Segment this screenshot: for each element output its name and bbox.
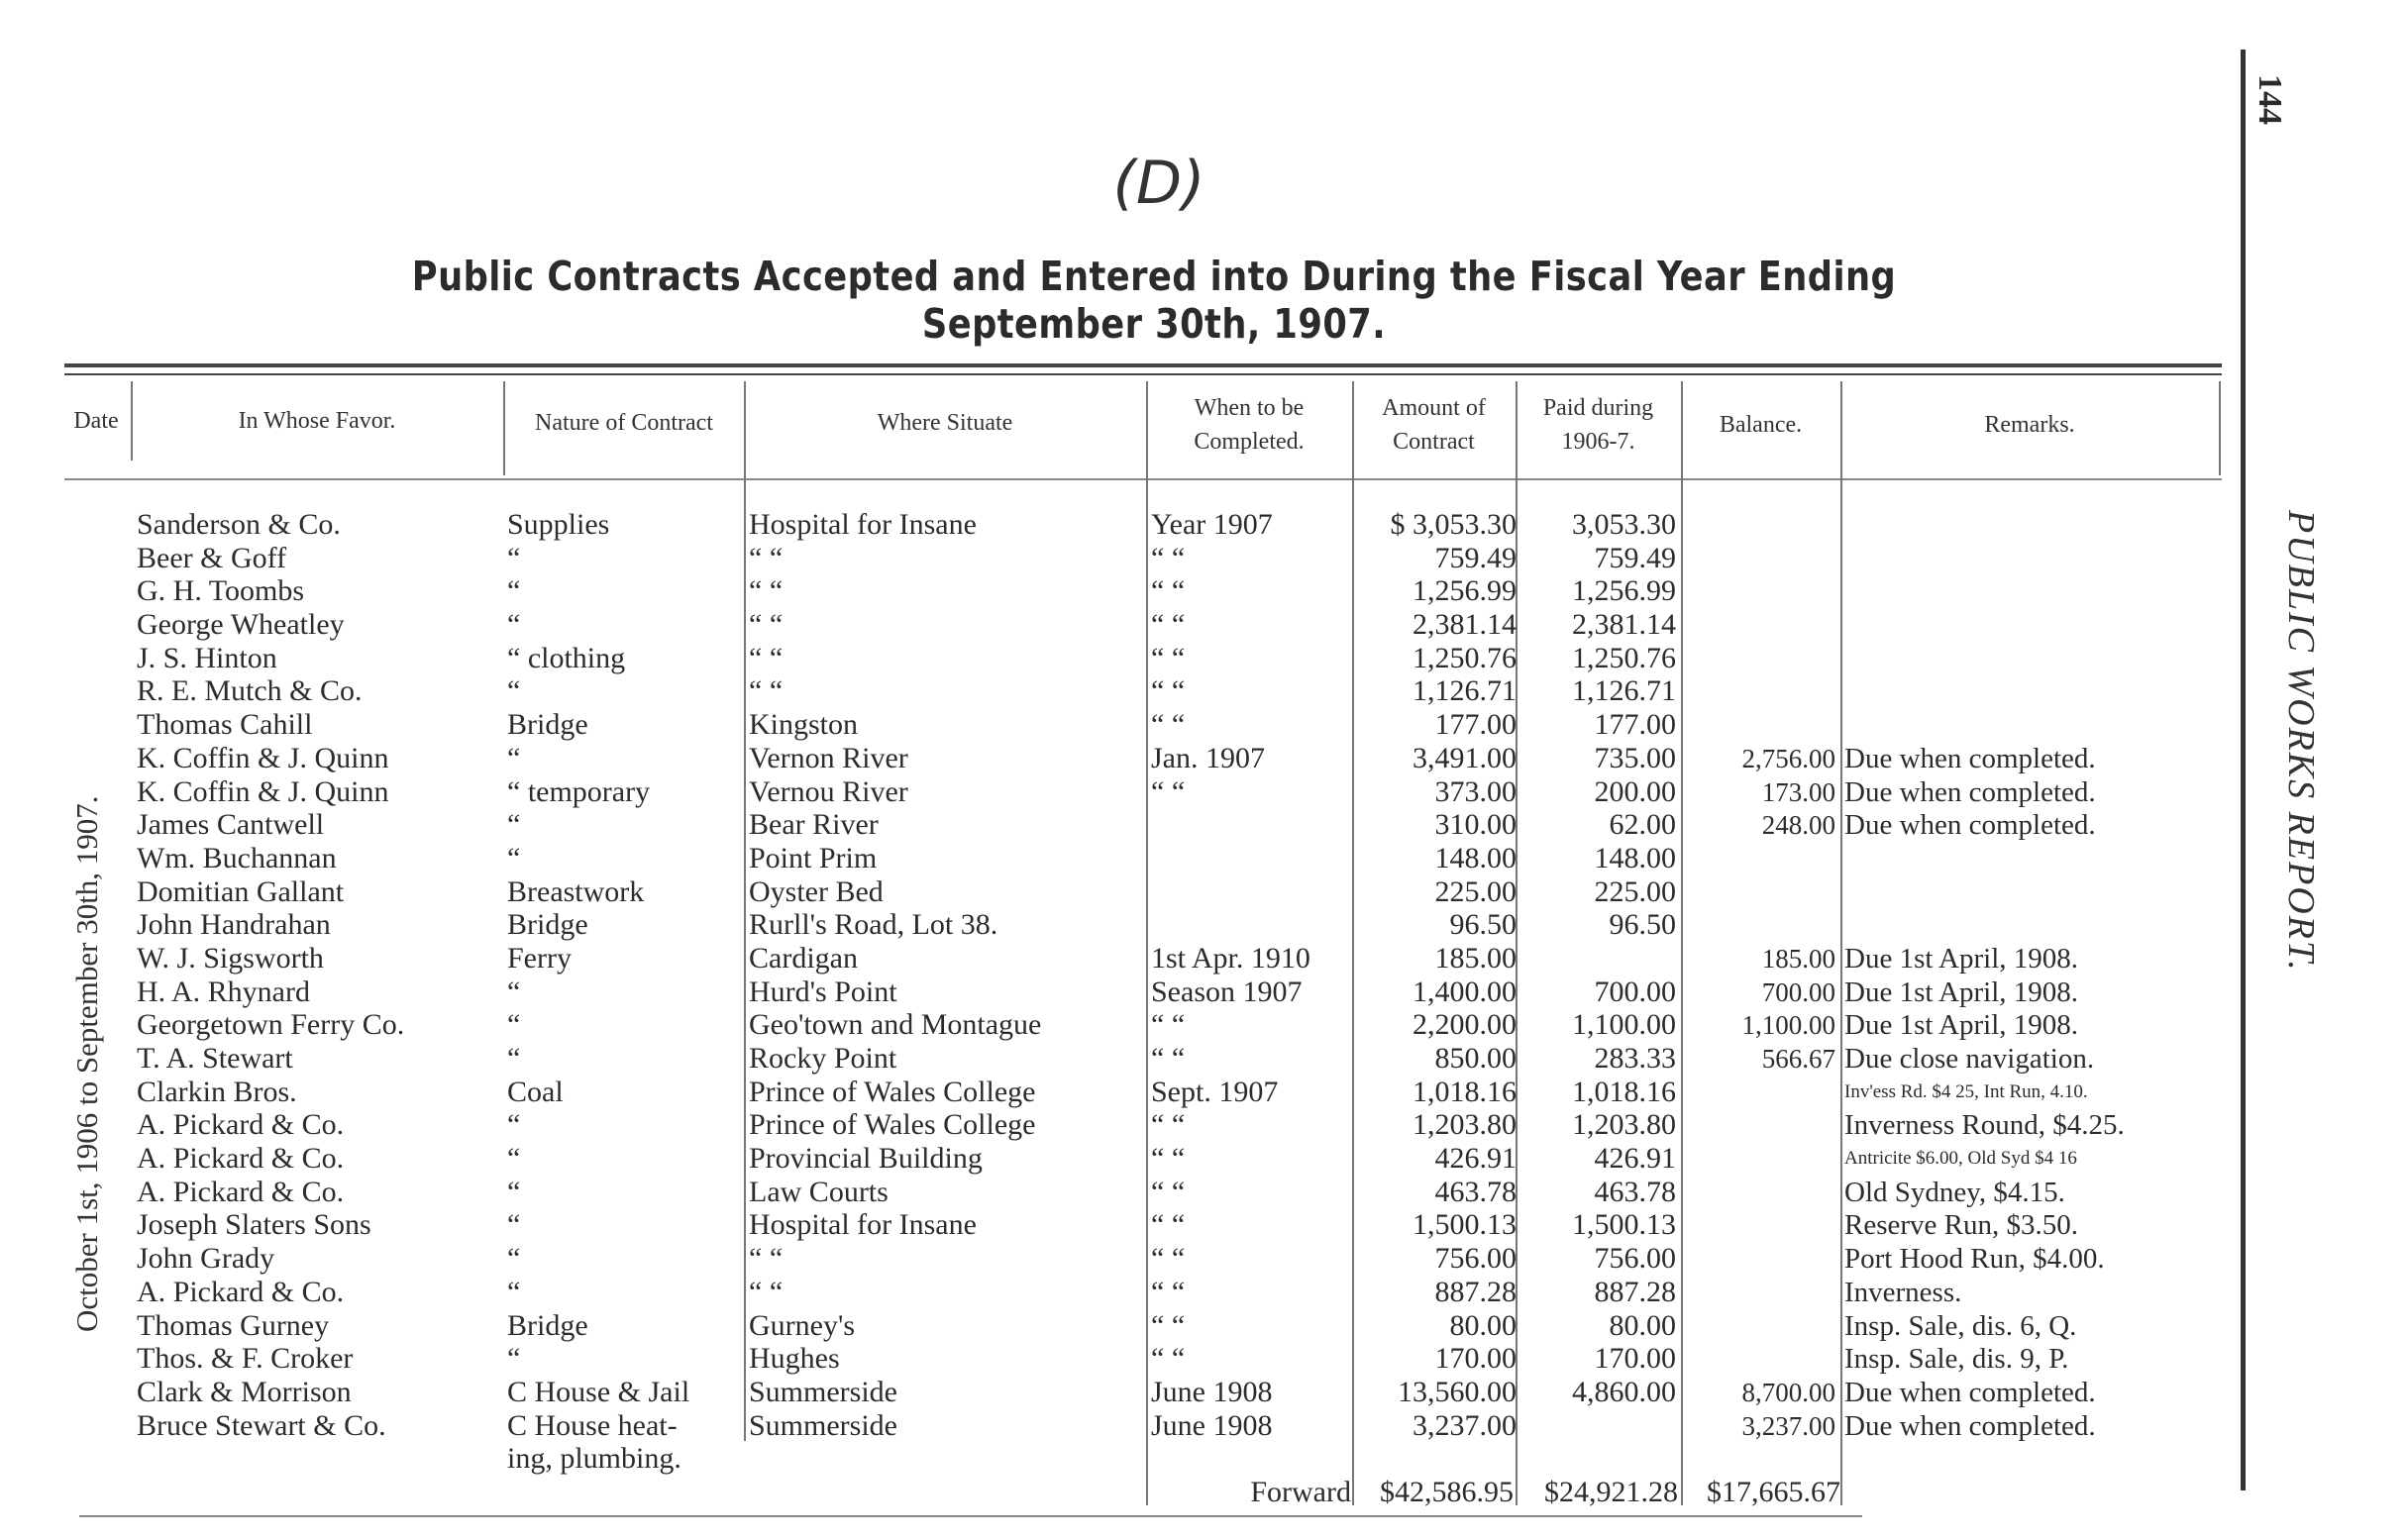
amount-paid: 887.28 <box>1594 1275 1676 1308</box>
contractor-name: A. Pickard & Co. <box>137 1275 345 1308</box>
nature-of-contract: Supplies <box>507 508 610 541</box>
table-row <box>0 642 2239 675</box>
balance-amount: 2,756.00 <box>1741 743 1835 773</box>
nature-of-contract: “ <box>507 975 521 1008</box>
balance-amount: 185.00 <box>1761 943 1835 974</box>
remarks: Old Sydney, $4.15. <box>1844 1176 2065 1208</box>
table-row <box>0 1076 2239 1109</box>
nature-of-contract: “ clothing <box>507 641 626 674</box>
amount-paid: 759.49 <box>1594 541 1676 574</box>
page-edge-rule <box>2241 50 2246 1490</box>
nature-of-contract: ing, plumbing. <box>507 1442 681 1476</box>
table-row <box>0 508 2239 542</box>
completion-date: 1st Apr. 1910 <box>1151 941 1310 975</box>
section-letter: (D) <box>1112 149 1205 218</box>
contract-amount: 1,018.16 <box>1413 1075 1517 1108</box>
amount-paid: 756.00 <box>1594 1242 1676 1276</box>
amount-paid: 463.78 <box>1594 1175 1676 1208</box>
remarks: Due when completed. <box>1844 1409 2096 1442</box>
completion-date: “ “ <box>1151 574 1186 608</box>
amount-paid: 148.00 <box>1594 841 1676 874</box>
table-row <box>0 608 2239 642</box>
where-situate: “ “ <box>749 641 784 674</box>
totals-balance: $17,665.67 <box>1707 1476 1840 1508</box>
nature-of-contract: Bridge <box>507 908 588 942</box>
balance-amount: 173.00 <box>1761 776 1835 807</box>
amount-paid: 1,256.99 <box>1572 574 1676 608</box>
table-row <box>0 775 2239 809</box>
table-row <box>0 1008 2239 1042</box>
contract-amount: 1,256.99 <box>1413 574 1517 608</box>
amount-paid: 426.91 <box>1594 1142 1676 1176</box>
header-balance: Balance. <box>1719 412 1803 438</box>
table-row <box>0 1208 2239 1242</box>
contractor-name: Wm. Buchannan <box>137 841 337 874</box>
where-situate: “ “ <box>749 1275 784 1308</box>
table-row <box>0 708 2239 742</box>
nature-of-contract: “ <box>507 1242 521 1276</box>
header-when-completed: When to be Completed. <box>1194 395 1305 455</box>
where-situate: Gurney's <box>749 1308 856 1342</box>
completion-date: “ “ <box>1151 1308 1186 1342</box>
table-row <box>0 1176 2239 1209</box>
table-row <box>0 842 2239 875</box>
nature-of-contract: “ <box>507 841 521 874</box>
table-row <box>0 1409 2239 1443</box>
contract-amount: 148.00 <box>1434 841 1517 874</box>
contractor-name: Bruce Stewart & Co. <box>137 1408 386 1442</box>
where-situate: Rurll's Road, Lot 38. <box>749 908 998 942</box>
completion-date: “ “ <box>1151 1275 1186 1308</box>
amount-paid: 80.00 <box>1609 1308 1676 1342</box>
balance-amount: 8,700.00 <box>1741 1377 1835 1407</box>
remarks: Insp. Sale, dis. 9, P. <box>1844 1343 2069 1376</box>
table-row <box>0 875 2239 909</box>
nature-of-contract: “ <box>507 574 521 608</box>
remarks: Due when completed. <box>1844 775 2096 808</box>
nature-of-contract: Bridge <box>507 1308 588 1342</box>
where-situate: “ “ <box>749 1242 784 1276</box>
nature-of-contract: “ <box>507 1208 521 1242</box>
remarks: Port Hood Run, $4.00. <box>1844 1243 2105 1276</box>
nature-of-contract: “ <box>507 1342 521 1376</box>
contract-amount: 887.28 <box>1434 1275 1517 1308</box>
contract-amount: 185.00 <box>1434 941 1517 975</box>
header-in-whose-favor: In Whose Favor. <box>238 408 396 434</box>
contract-amount: 756.00 <box>1434 1242 1517 1276</box>
where-situate: Point Prim <box>749 841 878 874</box>
totals-paid: $24,921.28 <box>1544 1476 1678 1508</box>
where-situate: Rocky Point <box>749 1042 897 1075</box>
table-row <box>0 942 2239 975</box>
totals-amount: $42,586.95 <box>1380 1476 1514 1508</box>
completion-date: “ “ <box>1151 674 1186 708</box>
contract-amount: 463.78 <box>1434 1175 1517 1208</box>
contract-amount: 170.00 <box>1434 1342 1517 1376</box>
completion-date: “ “ <box>1151 1242 1186 1276</box>
contract-amount: 426.91 <box>1434 1142 1517 1176</box>
nature-of-contract: “ <box>507 608 521 642</box>
balance-amount: 248.00 <box>1761 810 1835 841</box>
contract-amount: 759.49 <box>1434 541 1517 574</box>
contract-amount: 1,400.00 <box>1413 975 1517 1008</box>
amount-paid: 96.50 <box>1609 908 1676 942</box>
remarks: Due 1st April, 1908. <box>1844 1009 2079 1042</box>
amount-paid: 3,053.30 <box>1572 508 1676 541</box>
completion-date: “ “ <box>1151 708 1186 742</box>
amount-paid: 200.00 <box>1594 774 1676 808</box>
contractor-name: W. J. Sigsworth <box>137 941 324 975</box>
contract-amount: 1,500.13 <box>1413 1208 1517 1242</box>
completion-date: June 1908 <box>1151 1375 1273 1408</box>
contractor-name: Clark & Morrison <box>137 1375 352 1408</box>
nature-of-contract: “ <box>507 1142 521 1176</box>
contractor-name: Thos. & F. Croker <box>137 1342 354 1376</box>
contractor-name: Domitian Gallant <box>137 874 345 908</box>
table-row <box>0 1142 2239 1176</box>
where-situate: Vernou River <box>749 774 908 808</box>
contractor-name: A. Pickard & Co. <box>137 1108 345 1142</box>
contract-amount: 3,491.00 <box>1413 741 1517 774</box>
remarks: Inverness Round, $4.25. <box>1844 1109 2125 1142</box>
contractor-name: John Grady <box>137 1242 275 1276</box>
header-remarks: Remarks. <box>1984 412 2075 438</box>
table-row <box>0 975 2239 1009</box>
running-head: PUBLIC WORKS REPORT. <box>2280 510 2322 973</box>
remarks: Due when completed. <box>1844 1376 2096 1408</box>
contract-amount: 96.50 <box>1449 908 1517 942</box>
contractor-name: H. A. Rhynard <box>137 975 310 1008</box>
contractor-name: Georgetown Ferry Co. <box>137 1008 405 1042</box>
nature-of-contract: “ <box>507 1175 521 1208</box>
contractor-name: R. E. Mutch & Co. <box>137 674 363 708</box>
where-situate: “ “ <box>749 608 784 642</box>
contractor-name: T. A. Stewart <box>137 1042 293 1075</box>
bottom-rule <box>79 1515 1862 1517</box>
nature-of-contract: “ <box>507 1275 521 1308</box>
contractor-name: James Cantwell <box>137 808 325 842</box>
contractor-name: A. Pickard & Co. <box>137 1142 345 1176</box>
where-situate: Summerside <box>749 1375 897 1408</box>
contractor-name: Thomas Cahill <box>137 708 313 742</box>
nature-of-contract: “ <box>507 1108 521 1142</box>
table-row <box>0 1042 2239 1076</box>
remarks: Antricite $6.00, Old Syd $4 16 <box>1844 1148 2077 1170</box>
page-title: Public Contracts Accepted and Entered into During the Fiscal Year Ending September 30th, 1907. <box>411 253 1897 348</box>
completion-date: Season 1907 <box>1151 975 1303 1008</box>
contract-amount: 850.00 <box>1434 1042 1517 1075</box>
contract-amount: 1,250.76 <box>1413 641 1517 674</box>
header-rule <box>64 478 2222 480</box>
contract-amount: 2,381.14 <box>1413 608 1517 642</box>
contract-amount: 1,203.80 <box>1413 1108 1517 1142</box>
remarks: Due when completed. <box>1844 742 2096 774</box>
completion-date: “ “ <box>1151 774 1186 808</box>
table-row <box>0 742 2239 775</box>
table-row <box>0 542 2239 575</box>
completion-date: “ “ <box>1151 1175 1186 1208</box>
table-row <box>0 1309 2239 1343</box>
nature-of-contract: Ferry <box>507 941 572 975</box>
balance-amount: 1,100.00 <box>1741 1010 1835 1041</box>
where-situate: Prince of Wales College <box>749 1108 1036 1142</box>
header-amount-of-contract: Amount of Contract <box>1382 395 1486 455</box>
col-sep <box>2219 381 2221 475</box>
completion-date: “ “ <box>1151 1108 1186 1142</box>
where-situate: Vernon River <box>749 741 908 774</box>
nature-of-contract: “ temporary <box>507 774 651 808</box>
amount-paid: 1,500.13 <box>1572 1208 1676 1242</box>
completion-date: “ “ <box>1151 541 1186 574</box>
contractor-name: Sanderson & Co. <box>137 508 341 541</box>
nature-of-contract: “ <box>507 1042 521 1075</box>
where-situate: “ “ <box>749 574 784 608</box>
nature-of-contract: Breastwork <box>507 874 645 908</box>
remarks: Due when completed. <box>1844 809 2096 842</box>
header-paid-during: Paid during 1906-7. <box>1542 395 1654 455</box>
contract-amount: 80.00 <box>1449 1308 1517 1342</box>
completion-date: “ “ <box>1151 608 1186 642</box>
completion-date: “ “ <box>1151 641 1186 674</box>
amount-paid: 1,203.80 <box>1572 1108 1676 1142</box>
contractor-name: Joseph Slaters Sons <box>137 1208 371 1242</box>
totals-label: Forward <box>1250 1476 1351 1508</box>
remarks: Reserve Run, $3.50. <box>1844 1209 2078 1242</box>
balance-amount: 566.67 <box>1761 1044 1835 1074</box>
contracts-table-body <box>0 508 2239 1476</box>
contract-amount: 177.00 <box>1434 708 1517 742</box>
amount-paid: 1,126.71 <box>1572 674 1676 708</box>
remarks: Inverness. <box>1844 1276 1962 1308</box>
table-row <box>0 1276 2239 1309</box>
completion-date: “ “ <box>1151 1042 1186 1075</box>
amount-paid: 1,018.16 <box>1572 1075 1676 1108</box>
where-situate: Geo'town and Montague <box>749 1008 1042 1042</box>
where-situate: Bear River <box>749 808 879 842</box>
contract-amount: $ 3,053.30 <box>1390 508 1517 541</box>
header-date: Date <box>73 408 119 434</box>
amount-paid: 1,250.76 <box>1572 641 1676 674</box>
contractor-name: Beer & Goff <box>137 541 287 574</box>
contract-amount: 225.00 <box>1434 874 1517 908</box>
completion-date: “ “ <box>1151 1342 1186 1376</box>
amount-paid: 62.00 <box>1609 808 1676 842</box>
table-row <box>0 1108 2239 1142</box>
completion-date: “ “ <box>1151 1208 1186 1242</box>
balance-amount: 3,237.00 <box>1741 1410 1835 1441</box>
table-row <box>0 674 2239 708</box>
where-situate: Provincial Building <box>749 1142 983 1176</box>
contractor-name: Thomas Gurney <box>137 1308 330 1342</box>
completion-date: Sept. 1907 <box>1151 1075 1279 1108</box>
nature-of-contract: “ <box>507 541 521 574</box>
contractor-name: K. Coffin & J. Quinn <box>137 774 389 808</box>
nature-of-contract: Bridge <box>507 708 588 742</box>
contractor-name: Clarkin Bros. <box>137 1075 297 1108</box>
table-row <box>0 908 2239 942</box>
where-situate: Cardigan <box>749 941 858 975</box>
table-row <box>0 1242 2239 1276</box>
where-situate: “ “ <box>749 541 784 574</box>
where-situate: Hospital for Insane <box>749 508 977 541</box>
where-situate: “ “ <box>749 674 784 708</box>
nature-of-contract: C House heat- <box>507 1408 678 1442</box>
amount-paid: 283.33 <box>1594 1042 1676 1075</box>
table-row <box>0 574 2239 608</box>
contract-amount: 13,560.00 <box>1398 1375 1517 1408</box>
table-row <box>0 1342 2239 1376</box>
where-situate: Law Courts <box>749 1175 889 1208</box>
contract-amount: 3,237.00 <box>1413 1408 1517 1442</box>
table-row <box>0 1376 2239 1409</box>
completion-date: Year 1907 <box>1151 508 1273 541</box>
amount-paid: 700.00 <box>1594 975 1676 1008</box>
header-nature-of-contract: Nature of Contract <box>535 410 713 436</box>
nature-of-contract: “ <box>507 808 521 842</box>
header-where-situate: Where Situate <box>877 410 1013 436</box>
table-row <box>0 1442 2239 1476</box>
contractor-name: A. Pickard & Co. <box>137 1175 345 1208</box>
amount-paid: 735.00 <box>1594 741 1676 774</box>
nature-of-contract: “ <box>507 741 521 774</box>
completion-date: June 1908 <box>1151 1408 1273 1442</box>
contractor-name: K. Coffin & J. Quinn <box>137 741 389 774</box>
nature-of-contract: C House & Jail <box>507 1375 690 1408</box>
top-rule-thick <box>64 363 2222 367</box>
remarks: Inv'ess Rd. $4 25, Int Run, 4.10. <box>1844 1080 2088 1102</box>
amount-paid: 2,381.14 <box>1572 608 1676 642</box>
nature-of-contract: Coal <box>507 1075 564 1108</box>
nature-of-contract: “ <box>507 674 521 708</box>
completion-date: “ “ <box>1151 1008 1186 1042</box>
remarks: Due 1st April, 1908. <box>1844 942 2079 975</box>
where-situate: Hospital for Insane <box>749 1208 977 1242</box>
where-situate: Oyster Bed <box>749 874 884 908</box>
table-row <box>0 808 2239 842</box>
where-situate: Hughes <box>749 1342 840 1376</box>
amount-paid: 177.00 <box>1594 708 1676 742</box>
where-situate: Hurd's Point <box>749 975 897 1008</box>
completion-date: “ “ <box>1151 1142 1186 1176</box>
nature-of-contract: “ <box>507 1008 521 1042</box>
remarks: Insp. Sale, dis. 6, Q. <box>1844 1309 2077 1342</box>
contractor-name: J. S. Hinton <box>137 641 277 674</box>
amount-paid: 225.00 <box>1594 874 1676 908</box>
contract-amount: 1,126.71 <box>1413 674 1517 708</box>
where-situate: Kingston <box>749 708 859 742</box>
top-rule-thin <box>64 373 2222 375</box>
amount-paid: 1,100.00 <box>1572 1008 1676 1042</box>
page-number: 144 <box>2251 74 2288 125</box>
contract-amount: 310.00 <box>1434 808 1517 842</box>
contract-amount: 2,200.00 <box>1413 1008 1517 1042</box>
remarks: Due 1st April, 1908. <box>1844 975 2079 1008</box>
contractor-name: John Handrahan <box>137 908 331 942</box>
amount-paid: 170.00 <box>1594 1342 1676 1376</box>
where-situate: Prince of Wales College <box>749 1075 1036 1108</box>
contractor-name: George Wheatley <box>137 608 345 642</box>
date-range: October 1st, 1906 to September 30th, 1907. <box>69 795 104 1332</box>
completion-date: Jan. 1907 <box>1151 741 1265 774</box>
contract-amount: 373.00 <box>1434 774 1517 808</box>
contractor-name: G. H. Toombs <box>137 574 305 608</box>
amount-paid: 4,860.00 <box>1572 1375 1676 1408</box>
where-situate: Summerside <box>749 1408 897 1442</box>
balance-amount: 700.00 <box>1761 976 1835 1007</box>
remarks: Due close navigation. <box>1844 1043 2095 1075</box>
